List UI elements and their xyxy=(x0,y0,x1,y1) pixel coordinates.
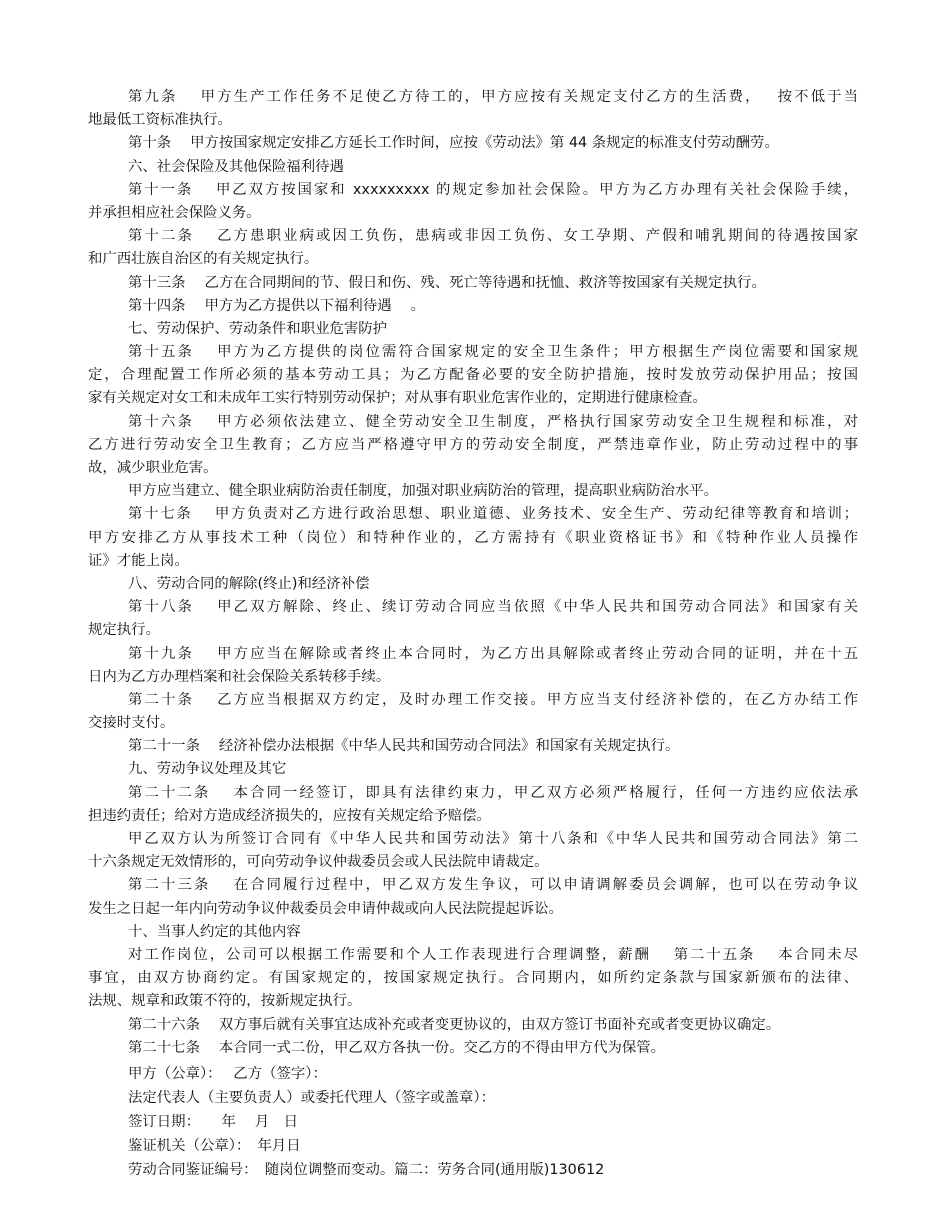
section-7-heading: 七、劳动保护、劳动条件和职业危害防护 xyxy=(128,320,388,337)
clause-15-line-3: 家有关规定对女工和未成年工实行特别劳动保护；对从事有职业危害作业的，定期进行健康检查。 xyxy=(88,390,707,407)
signing-date-line: 签订日期： 年 月 日 xyxy=(128,1113,299,1130)
clause-10: 第十条 甲方按国家规定安排乙方延长工作时间，应按《劳动法》第 44 条规定的标准支付劳动酬劳。 xyxy=(128,135,779,152)
section-9-heading: 九、劳动争议处理及其它 xyxy=(128,761,287,778)
invalid-contract-line-1: 甲乙双方认为所签订合同有《中华人民共和国劳动法》第十八条和《中华人民共和国劳动合同法》第二 xyxy=(128,831,858,847)
clause-22-line-2: 担违约责任；给对方造成经济损失的，应按有关规定给予赔偿。 xyxy=(88,807,491,824)
clause-12-line-2: 和广西壮族自治区的有关规定执行。 xyxy=(88,251,319,268)
clause-18-line-2: 规定执行。 xyxy=(88,622,160,639)
legal-representative-line: 法定代表人（主要负责人）或委托代理人（签字或盖章）： xyxy=(128,1089,495,1106)
occupational-disease-paragraph: 甲方应当建立、健全职业病防治责任制度，加强对职业病防治的管理，提高职业病防治水平。 xyxy=(128,483,719,500)
section-10-heading: 十、当事人约定的其他内容 xyxy=(128,923,301,940)
clause-9-line-1: 第九条 甲方生产工作任务不足使乙方待工的，甲方应按有关规定支付乙方的生活费， 按不低于当 xyxy=(128,89,858,105)
clause-18-line-1: 第十八条 甲乙双方解除、终止、续订劳动合同应当依照《中华人民共和国劳动合同法》和国家有关 xyxy=(128,599,858,616)
clause-11-line-1: 第十一条 甲乙双方按国家和 xxxxxxxxx 的规定参加社会保险。甲方为乙方办理有关社会保险手续， xyxy=(128,181,858,198)
clause-25-line-3: 法规、规章和政策不符的，按新规定执行。 xyxy=(88,993,362,1010)
signature-block xyxy=(88,1062,858,1182)
section-8-heading: 八、劳动合同的解除(终止)和经济补偿 xyxy=(128,575,370,592)
contract-page xyxy=(88,86,858,1182)
clause-22-line-1: 第二十二条 本合同一经签订，即具有法律约束力，甲乙双方必须严格履行，任何一方违约应依法承 xyxy=(128,784,858,801)
clause-16-line-3: 故，减少职业危害。 xyxy=(88,460,218,476)
clause-12-line-1: 第十二条 乙方患职业病或因工负伤，患病或非因工负伤、女工孕期、产假和哺乳期间的待遇按国家 xyxy=(128,228,858,245)
clause-25-line-2: 事宜，由双方协商约定。有国家规定的，按国家规定执行。合同期内，如所约定条款与国家新颁布的法律、 xyxy=(88,970,858,987)
clause-16-line-2: 乙方进行劳动安全卫生教育；乙方应当严格遵守甲方的劳动安全制度，严禁违章作业，防止劳动过程中的事 xyxy=(88,436,858,453)
clause-23-line-1: 第二十三条 在合同履行过程中，甲乙双方发生争议，可以申请调解委员会调解，也可以在劳动争议 xyxy=(128,877,858,894)
clause-19-line-2: 日内为乙方办理档案和社会保险关系转移手续。 xyxy=(88,668,391,685)
certification-authority-line: 鉴证机关（公章）： 年月日 xyxy=(128,1137,301,1154)
clause-15-line-2: 定，合理配置工作所必须的基本劳动工具；为乙方配备必要的安全防护措施，按时发放劳动保护用品；按国 xyxy=(88,367,858,384)
clause-15-line-1: 第十五条 甲方为乙方提供的岗位需符合国家规定的安全卫生条件；甲方根据生产岗位需要和国家规 xyxy=(128,344,858,361)
section-6-heading: 六、社会保险及其他保险福利待遇 xyxy=(128,158,344,175)
clause-17-line-1: 第十七条 甲方负责对乙方进行政治思想、职业道德、业务技术、安全生产、劳动纪律等教育和培训； xyxy=(128,506,858,523)
clause-14: 第十四条 甲方为乙方提供以下福利待遇 。 xyxy=(128,297,425,314)
clause-11-line-2: 并承担相应社会保险义务。 xyxy=(88,204,261,221)
clause-17-line-2: 甲方安排乙方从事技术工种（岗位）和特种作业的，乙方需持有《职业资格证书》和《特种作业人员操作 xyxy=(88,529,858,546)
clause-19-line-1: 第十九条 甲方应当在解除或者终止本合同时，为乙方出具解除或者终止劳动合同的证明，并在十五 xyxy=(128,645,858,662)
clause-13: 第十三条 乙方在合同期间的节、假日和伤、残、死亡等待遇和抚恤、救济等按国家有关规定执行。 xyxy=(128,274,766,291)
clause-21: 第二十一条 经济补偿办法根据《中华人民共和国劳动合同法》和国家有关规定执行。 xyxy=(128,738,680,755)
certification-number-line: 劳动合同鉴证编号： 随岗位调整而变动。篇二：劳务合同(通用版)130612 xyxy=(128,1161,605,1178)
clause-16-line-1: 第十六条 甲方必须依法建立、健全劳动安全卫生制度，严格执行国家劳动安全卫生规程和标准，对 xyxy=(128,413,858,430)
clause-26: 第二十六条 双方事后就有关事宜达成补充或者变更协议的，由双方签订书面补充或者变更协议确定。 xyxy=(128,1016,781,1033)
clause-25-line-1: 对工作岗位，公司可以根据工作需要和个人工作表现进行合理调整，薪酬 第二十五条 本合同未尽 xyxy=(128,946,858,963)
invalid-contract-line-2: 十六条规定无效情形的，可向劳动争议仲裁委员会或人民法院申请裁定。 xyxy=(88,854,549,871)
party-signature-line: 甲方（公章）： 乙方（签字）： xyxy=(128,1065,327,1082)
clause-9-line-2: 地最低工资标准执行。 xyxy=(88,112,232,129)
clause-23-line-2: 发生之日起一年内向劳动争议仲裁委员会申请仲裁或向人民法院提起诉讼。 xyxy=(88,900,563,917)
clause-20-line-1: 第二十条 乙方应当根据双方约定，及时办理工作交接。甲方应当支付经济补偿的，在乙方办结工作 xyxy=(128,691,858,708)
clause-20-line-2: 交接时支付。 xyxy=(88,715,175,732)
clause-27: 第二十七条 本合同一式二份，甲乙双方各执一份。交乙方的不得由甲方代为保管。 xyxy=(128,1039,666,1056)
clause-17-line-3: 证》才能上岗。 xyxy=(88,552,189,569)
